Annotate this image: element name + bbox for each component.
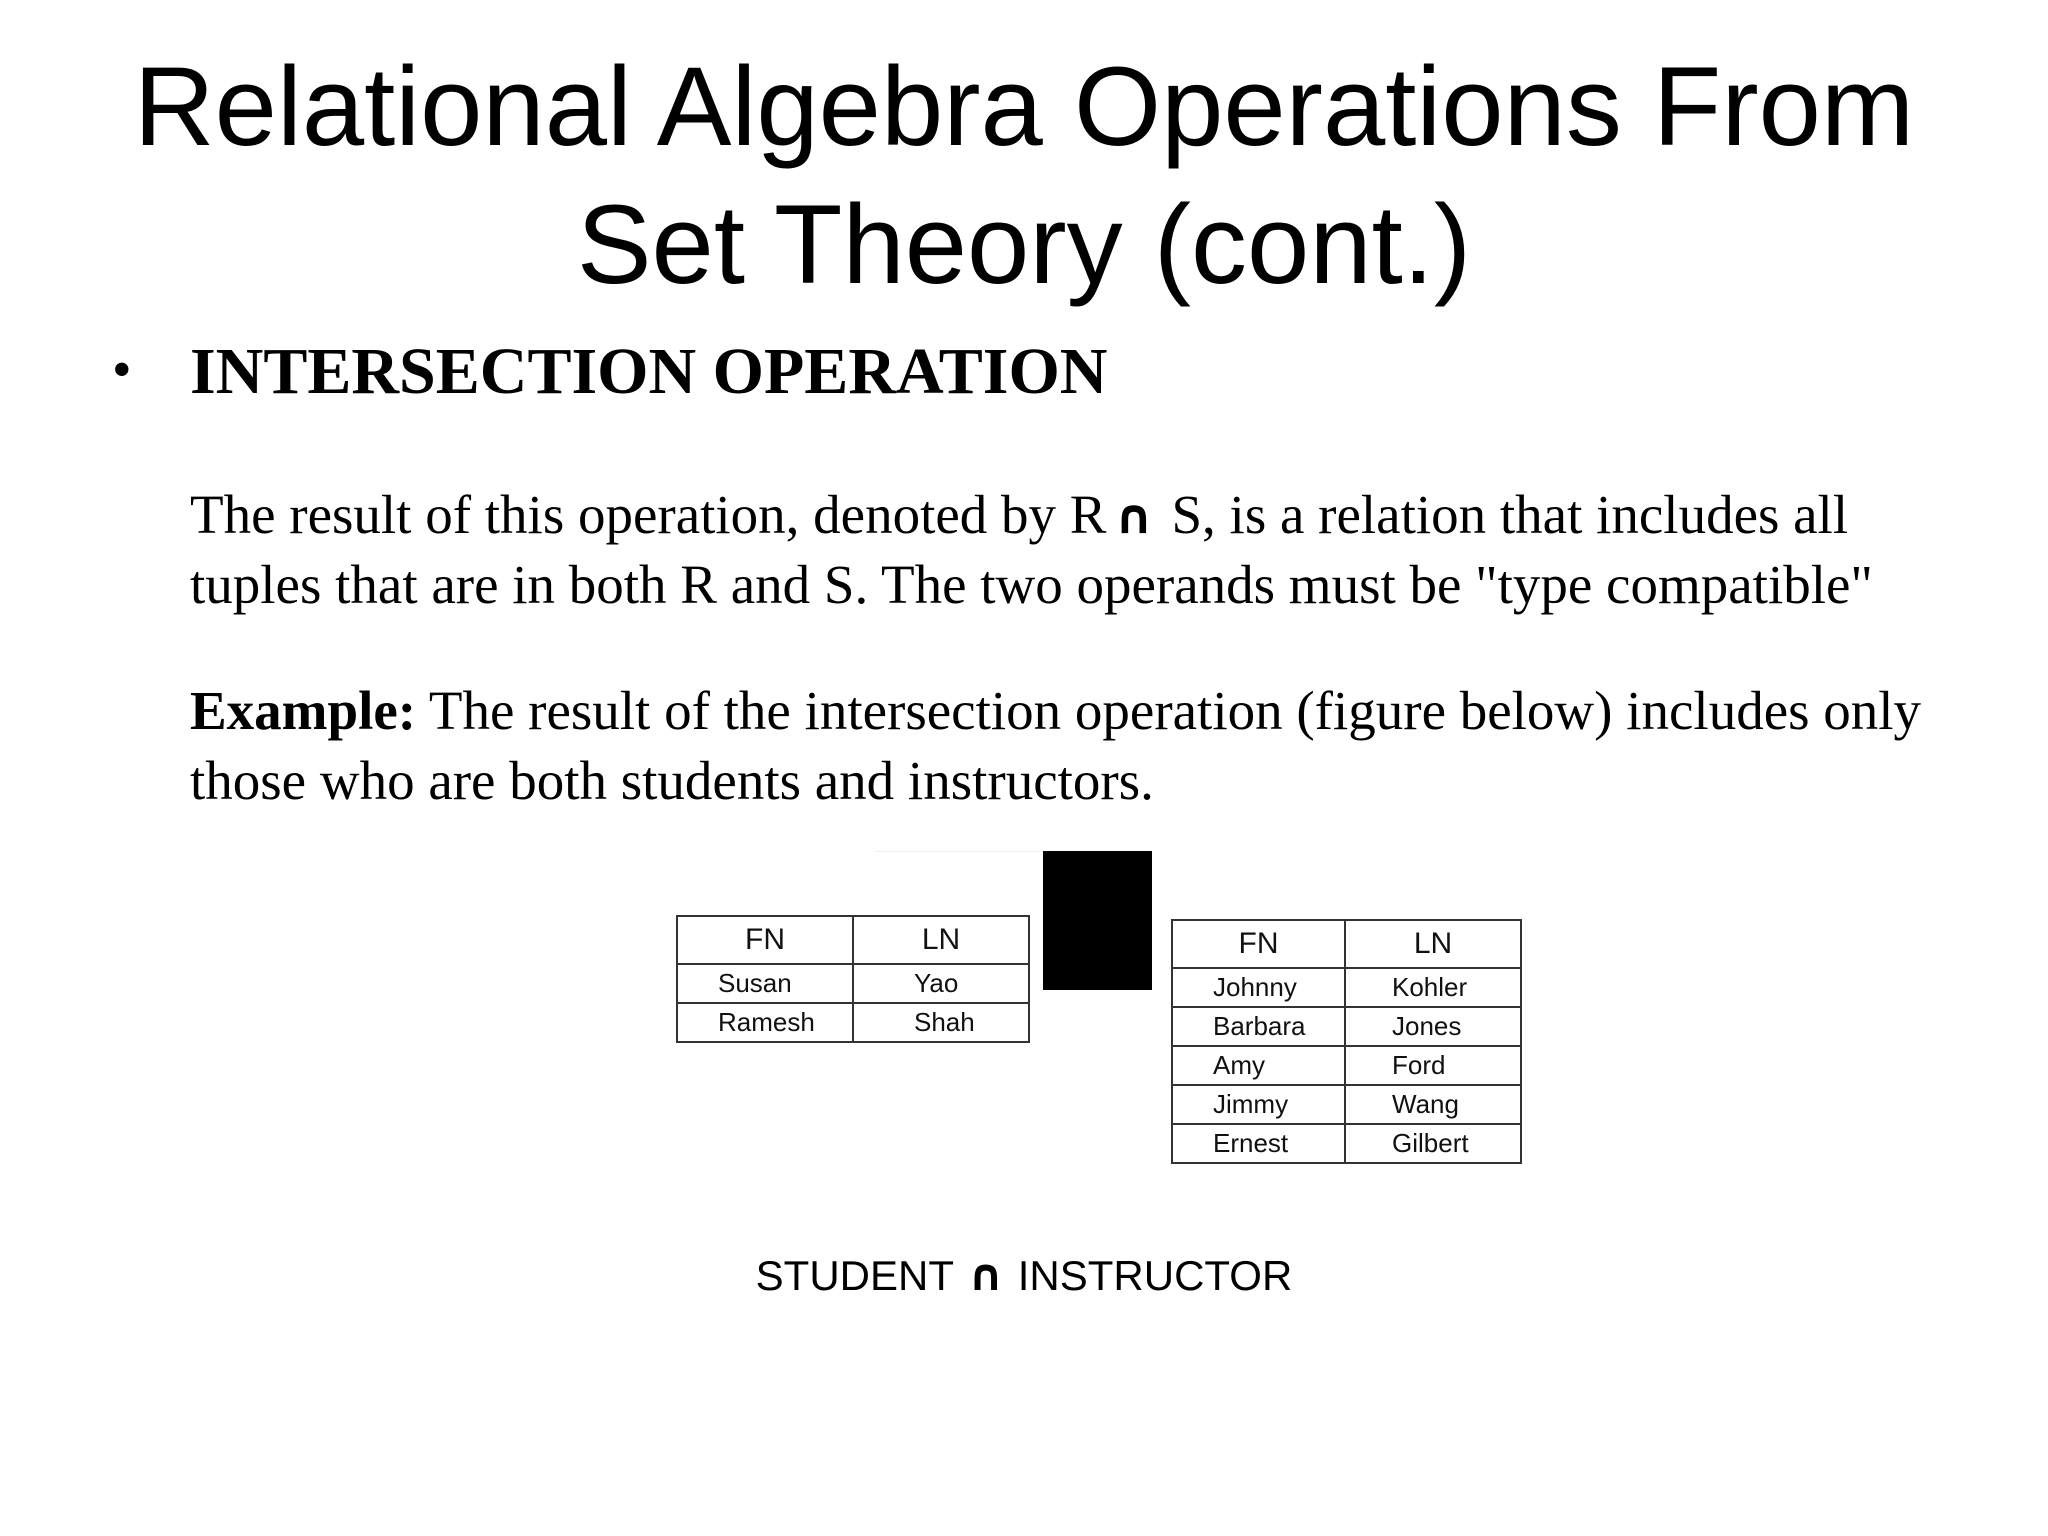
cell-ln: Wang bbox=[1345, 1085, 1521, 1124]
column-header-fn: FN bbox=[1172, 920, 1345, 968]
table-row bbox=[1172, 1046, 1521, 1085]
slide-title bbox=[40, 38, 2008, 314]
cell-fn: Johnny bbox=[1172, 968, 1345, 1007]
figure-caption bbox=[0, 1250, 2048, 1302]
definition-paragraph bbox=[190, 480, 1990, 620]
table-header-row bbox=[1172, 920, 1521, 968]
cell-fn: Jimmy bbox=[1172, 1085, 1345, 1124]
table-row bbox=[677, 1003, 1029, 1042]
table-row bbox=[1172, 968, 1521, 1007]
title-line-1: Relational Algebra Operations From bbox=[133, 44, 1915, 169]
cell-fn: Ernest bbox=[1172, 1124, 1345, 1163]
student-table bbox=[676, 915, 1030, 1043]
example-text: The result of the intersection operation (figure below) includes only those who are both students and instructors. bbox=[190, 680, 1922, 811]
figure-divider bbox=[875, 851, 1041, 852]
cell-ln: Ford bbox=[1345, 1046, 1521, 1085]
intersection-symbol: ∩ bbox=[968, 1250, 1004, 1301]
column-header-ln: LN bbox=[853, 916, 1029, 964]
cell-ln: Kohler bbox=[1345, 968, 1521, 1007]
table-row bbox=[1172, 1007, 1521, 1046]
definition-text-start: The result of this operation, denoted by R bbox=[190, 484, 1107, 545]
example-paragraph bbox=[190, 676, 1990, 816]
cell-fn: Susan bbox=[677, 964, 853, 1003]
instructor-table bbox=[1171, 919, 1522, 1164]
table-row bbox=[1172, 1085, 1521, 1124]
column-header-fn: FN bbox=[677, 916, 853, 964]
cell-fn: Barbara bbox=[1172, 1007, 1345, 1046]
cell-fn: Amy bbox=[1172, 1046, 1345, 1085]
table-header-row bbox=[677, 916, 1029, 964]
table-row bbox=[677, 964, 1029, 1003]
bullet-marker: • bbox=[112, 339, 132, 401]
figure-black-block bbox=[1043, 851, 1152, 990]
bullet-heading: INTERSECTION OPERATION bbox=[190, 335, 1108, 408]
column-header-ln: LN bbox=[1345, 920, 1521, 968]
title-line-2: Set Theory (cont.) bbox=[576, 182, 1472, 307]
intersection-symbol: ∩ bbox=[1114, 489, 1154, 545]
cell-ln: Gilbert bbox=[1345, 1124, 1521, 1163]
cell-fn: Ramesh bbox=[677, 1003, 853, 1042]
cell-ln: Shah bbox=[853, 1003, 1029, 1042]
table-row bbox=[1172, 1124, 1521, 1163]
caption-left-relation: STUDENT bbox=[755, 1252, 955, 1299]
cell-ln: Jones bbox=[1345, 1007, 1521, 1046]
example-label: Example: bbox=[190, 680, 417, 741]
cell-ln: Yao bbox=[853, 964, 1029, 1003]
caption-right-relation: INSTRUCTOR bbox=[1017, 1252, 1293, 1299]
definition-text-end: S, is a relation that includes all tuples that are in both R and S. The two operands must be "type compatible" bbox=[190, 484, 1873, 615]
